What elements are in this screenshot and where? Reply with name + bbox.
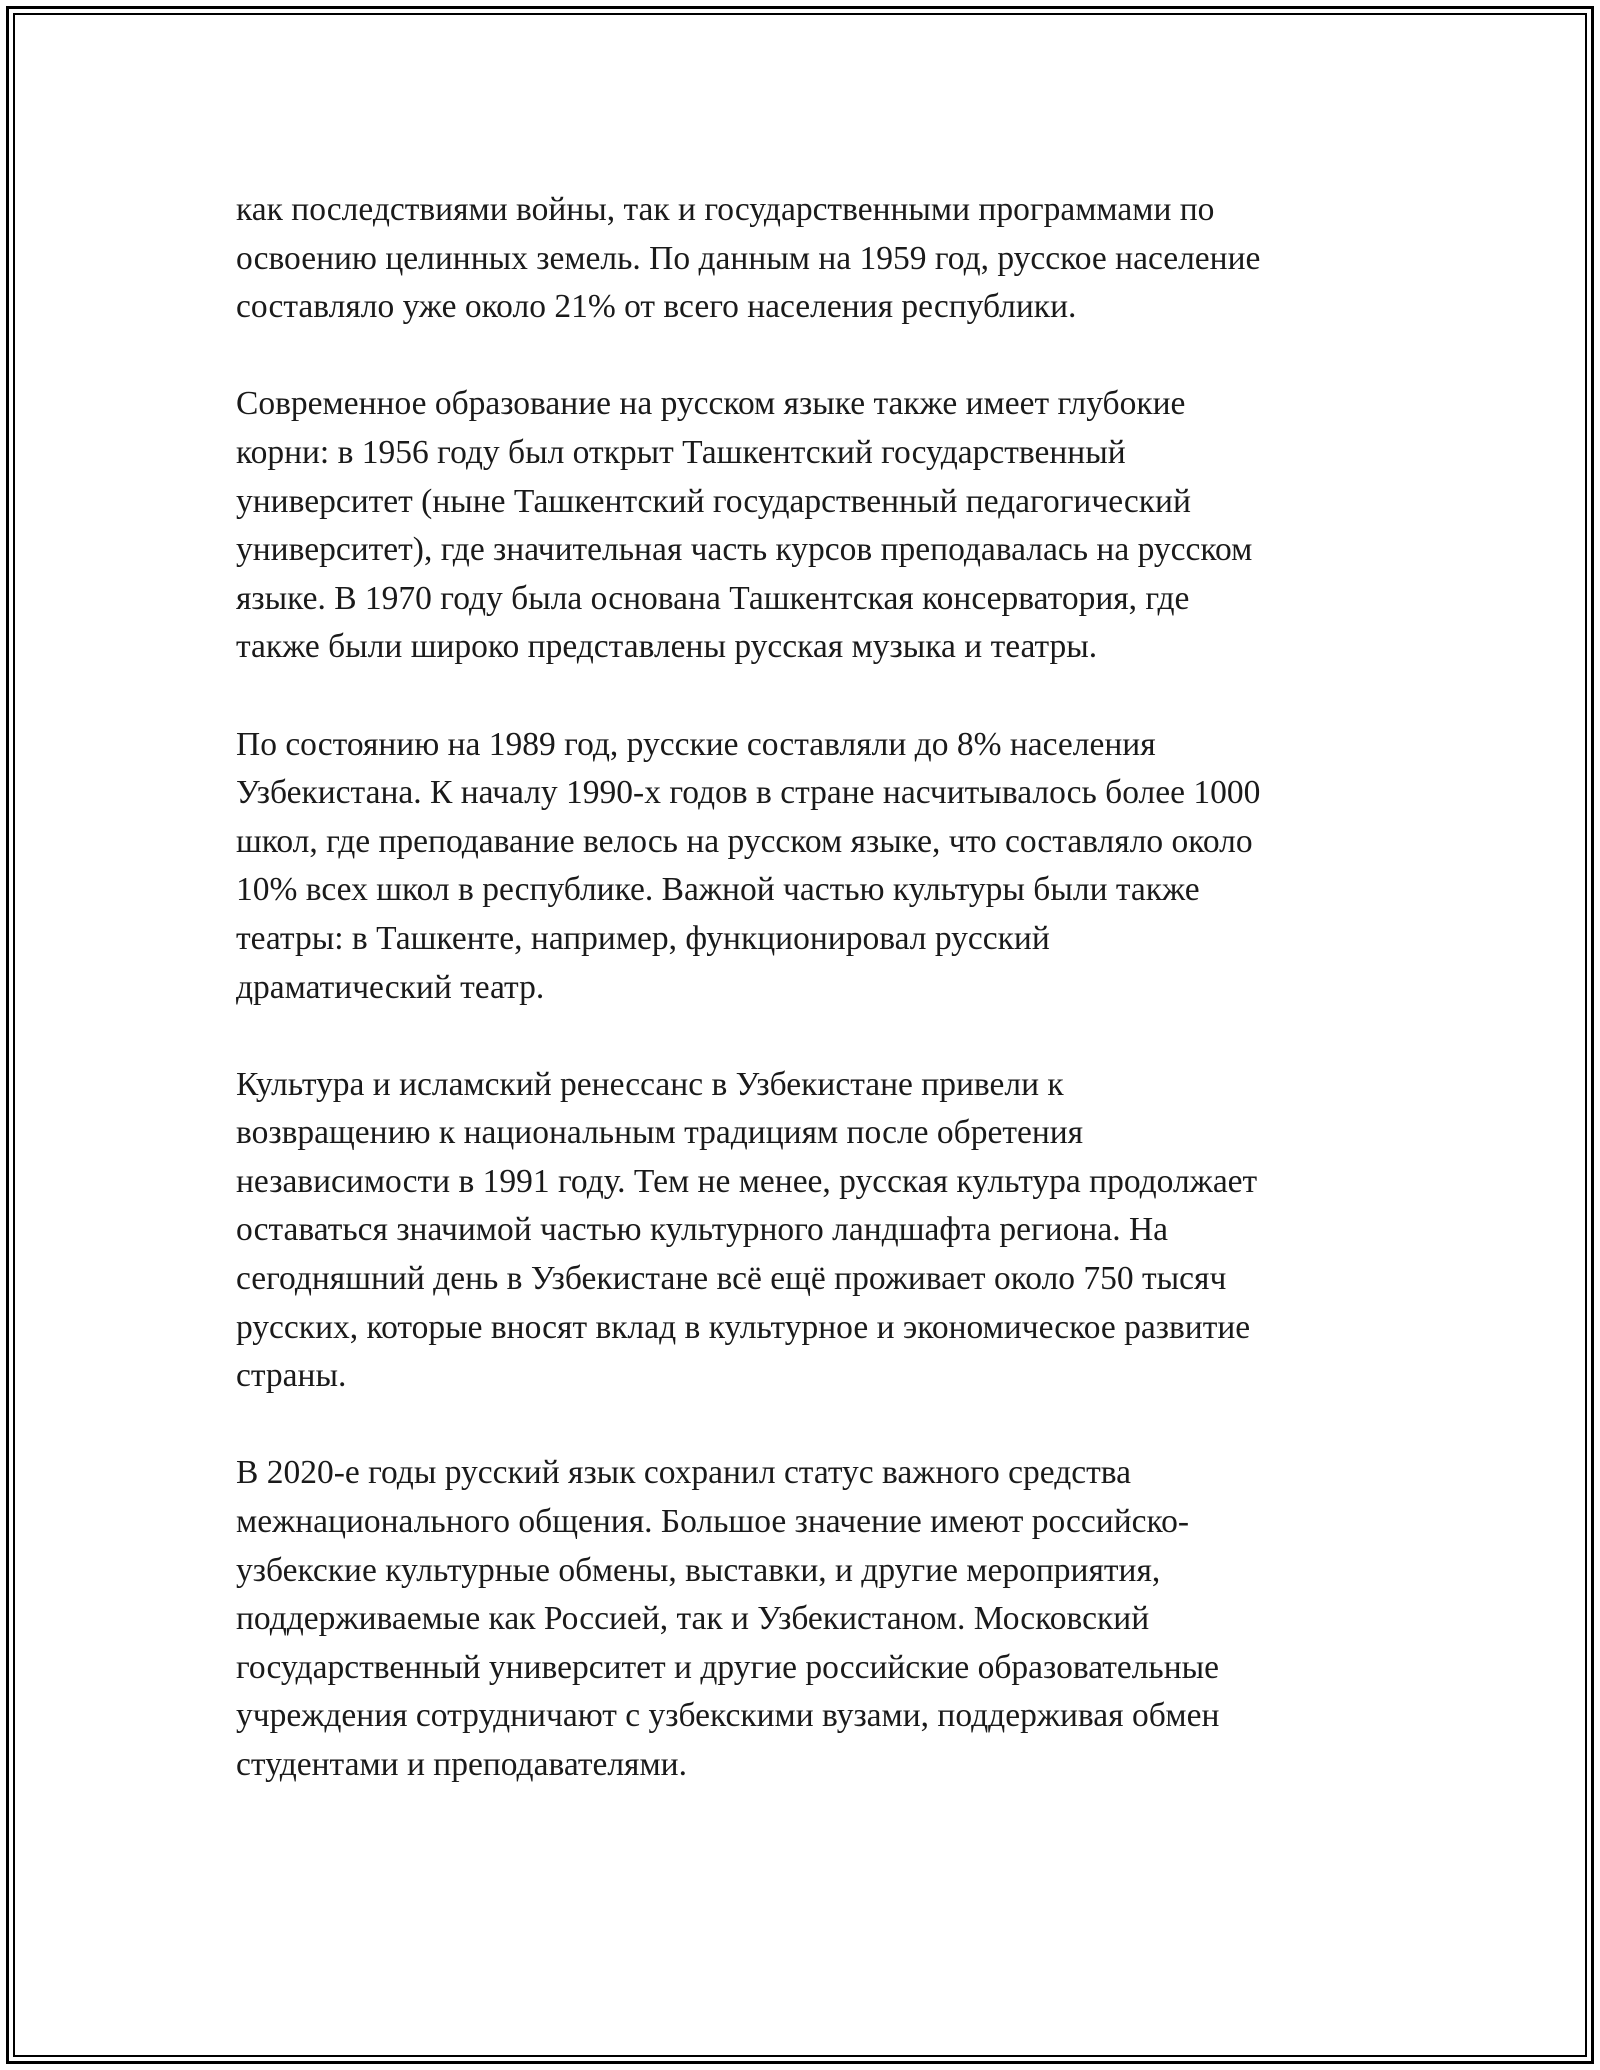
text-line: узбекские культурные обмены, выставки, и другие мероприятия, [236, 1551, 1161, 1589]
text-line: также были широко представлены русская музыка и театры. [236, 628, 1098, 666]
text-line: школ, где преподавание велось на русском языке, что составляло около [236, 822, 1253, 860]
text-line: составляло уже около 21% от всего населения республики. [236, 288, 1077, 326]
text-line: 10% всех школ в республике. Важной частью культуры были также [236, 871, 1200, 909]
text-line: студентами и преподавателями. [236, 1746, 687, 1783]
text-line: государственный университет и другие российские образовательные [236, 1648, 1219, 1686]
text-line: страны. [236, 1357, 347, 1395]
text-line: языке. В 1970 году была основана Ташкентская консерватория, где [236, 579, 1190, 617]
text-line: университет (ныне Ташкентский государственный педагогический [236, 482, 1191, 520]
text-line: В 2020-е годы русский язык сохранил статус важного средства [236, 1454, 1131, 1492]
text-line: Современное образование на русском языке также имеет глубокие [236, 385, 1186, 423]
paragraph-4 [236, 1061, 1376, 1401]
text-line: независимости в 1991 году. Тем не менее, русская культура продолжает [236, 1162, 1258, 1200]
text-line: театры: в Ташкенте, например, функционировал русский [236, 919, 1050, 957]
text-line: университет), где значительная часть курсов преподавалась на русском [236, 531, 1253, 569]
text-line: По состоянию на 1989 год, русские составляли до 8% населения [236, 725, 1156, 763]
text-line: поддерживаемые как Россией, так и Узбекистаном. Московский [236, 1600, 1150, 1638]
text-line: оставаться значимой частью культурного ландшафта региона. На [236, 1211, 1169, 1249]
text-line: возвращению к национальным традициям после обретения [236, 1114, 1084, 1152]
text-line: драматический театр. [236, 968, 545, 1006]
text-line: русских, которые вносят вклад в культурное и экономическое развитие [236, 1308, 1251, 1346]
text-line: сегодняшний день в Узбекистане всё ещё проживает около 750 тысяч [236, 1260, 1227, 1298]
document-body [236, 186, 1376, 1838]
paragraph-1 [236, 186, 1376, 332]
text-line: корни: в 1956 году был открыт Ташкентский государственный [236, 433, 1126, 471]
paragraph-5 [236, 1449, 1376, 1789]
text-line: межнационального общения. Большое значение имеют российско- [236, 1503, 1189, 1541]
text-line: как последствиями войны, так и государственными программами по [236, 191, 1215, 228]
paragraph-3 [236, 721, 1376, 1013]
text-line: Культура и исламский ренессанс в Узбекистане привели к [236, 1065, 1064, 1103]
paragraph-2 [236, 380, 1376, 672]
text-line: учреждения сотрудничают с узбекскими вузами, поддерживая обмен [236, 1697, 1220, 1735]
text-line: Узбекистана. К началу 1990-х годов в стране насчитывалось более 1000 [236, 774, 1261, 812]
text-line: освоению целинных земель. По данным на 1959 год, русское население [236, 239, 1261, 277]
